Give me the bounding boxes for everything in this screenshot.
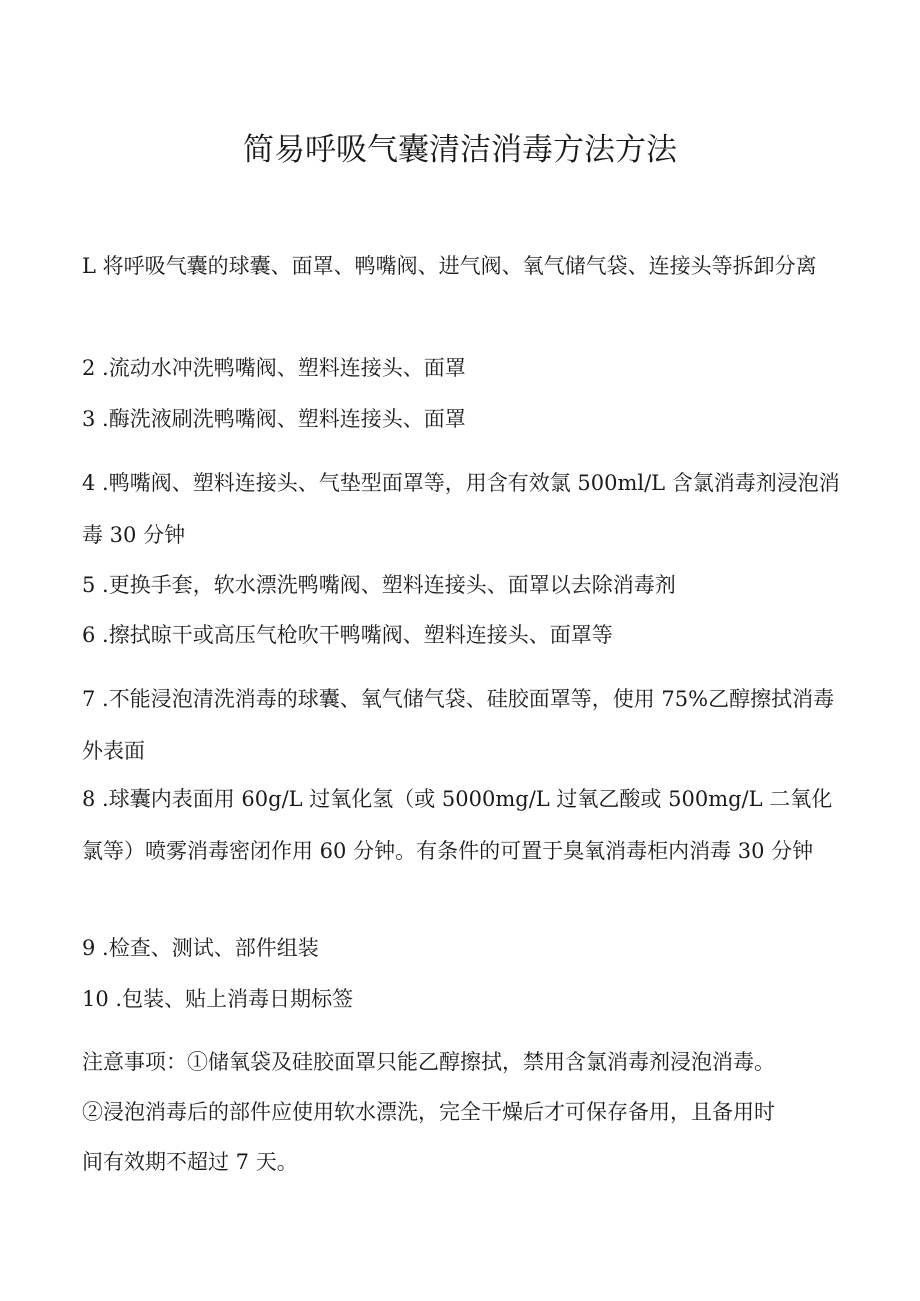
step-number: 5 bbox=[82, 573, 96, 597]
step-number: 4 bbox=[82, 471, 96, 495]
step-text: .擦拭晾干或高压气枪吹干鸭嘴阀、塑料连接头、面罩等 bbox=[95, 623, 613, 647]
step-7 bbox=[82, 673, 852, 777]
step-text: .球囊内表面用 60g/L 过氧化氢（或 5000mg/L 过氧乙酸或 500mg/L 二氧化氯等）喷雾消毒密闭作用 60 分钟。有条件的可置于臭氧消毒柜内消毒 30 分钟 bbox=[82, 787, 833, 863]
step-number: L bbox=[82, 254, 96, 278]
step-4 bbox=[82, 457, 852, 561]
step-9 bbox=[82, 922, 852, 974]
step-10 bbox=[82, 973, 852, 1025]
step-number: 3 bbox=[82, 407, 96, 431]
precautions-line: ②浸泡消毒后的部件应使用软水漂洗，完全干燥后才可保存备用，且备用时 bbox=[82, 1100, 775, 1124]
step-8 bbox=[82, 773, 852, 877]
step-text: .酶洗液刷洗鸭嘴阀、塑料连接头、面罩 bbox=[95, 407, 466, 431]
step-number: 7 bbox=[82, 687, 96, 711]
step-text: .更换手套，软水漂洗鸭嘴阀、塑料连接头、面罩以去除消毒剂 bbox=[95, 573, 676, 597]
step-number: 6 bbox=[82, 623, 96, 647]
step-text: .包装、贴上消毒日期标签 bbox=[108, 987, 354, 1011]
step-text: .不能浸泡清洗消毒的球囊、氧气储气袋、硅胶面罩等，使用 75%乙醇擦拭消毒外表面 bbox=[82, 687, 835, 763]
step-number: 9 bbox=[82, 936, 96, 960]
precautions-line: 注意事项：①储氧袋及硅胶面罩只能乙醇擦拭，禁用含氯消毒剂浸泡消毒。 bbox=[82, 1050, 775, 1074]
step-3 bbox=[82, 393, 852, 445]
step-1 bbox=[82, 240, 852, 292]
precautions-line: 间有效期不超过 7 天。 bbox=[82, 1150, 298, 1174]
step-number: 8 bbox=[82, 787, 96, 811]
step-number: 2 bbox=[82, 356, 96, 380]
step-text: 将呼吸气囊的球囊、面罩、鸭嘴阀、进气阀、氧气储气袋、连接头等拆卸分离 bbox=[95, 254, 817, 278]
step-number: 10 bbox=[82, 987, 109, 1011]
step-text: .流动水冲洗鸭嘴阀、塑料连接头、面罩 bbox=[95, 356, 466, 380]
step-5 bbox=[82, 559, 852, 611]
step-2 bbox=[82, 342, 852, 394]
step-text: .鸭嘴阀、塑料连接头、气垫型面罩等，用含有效氯 500ml/L 含氯消毒剂浸泡消毒 30 分钟 bbox=[82, 471, 840, 547]
precautions-section bbox=[82, 1037, 862, 1187]
document-title: 简易呼吸气囊清洁消毒方法方法 bbox=[243, 132, 677, 168]
step-6 bbox=[82, 609, 852, 661]
step-text: .检查、测试、部件组装 bbox=[95, 936, 319, 960]
